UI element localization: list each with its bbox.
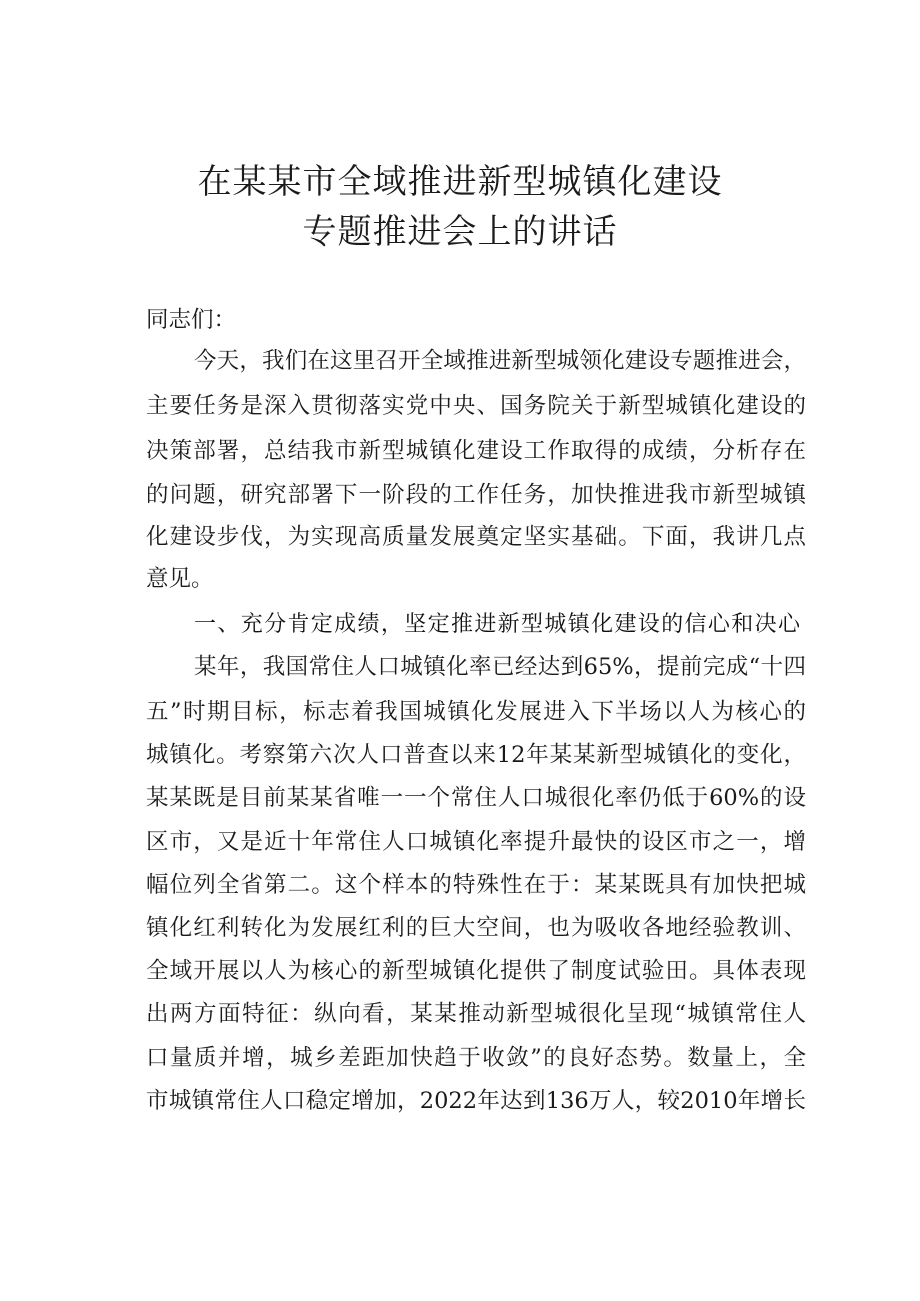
paragraph-line: 今天，我们在这里召开全域推进新型城领化建设专题推进会，	[194, 348, 806, 374]
paragraph-line: 主要任务是深入贯彻落实党中央、国务院关于新型城镇化建设的	[146, 393, 806, 419]
paragraph-line: 镇化红利转化为发展红利的巨大空间，也为吸收各地经验教训、	[146, 915, 806, 941]
paragraph-line: 决策部署，总结我市新型城镇化建设工作取得的成绩，分析存在	[146, 438, 806, 464]
document-title-line-1: 在某某市全域推进新型城镇化建设	[197, 162, 723, 202]
paragraph-line: 市城镇常住人口稳定增加，2022年达到136万人，较2010年增长	[146, 1088, 806, 1114]
paragraph-line: 城镇化。考察第六次人口普查以来12年某某新型城镇化的变化，	[146, 742, 806, 768]
paragraph-line: 化建设步伐，为实现高质量发展奠定坚实基础。下面，我讲几点	[146, 524, 806, 550]
paragraph-line: 全域开展以人为核心的新型城镇化提供了制度试验田。具体表现	[146, 958, 806, 984]
paragraph-line: 某年，我国常住人口城镇化率已经达到65%，提前完成“十四	[194, 654, 806, 680]
paragraph-line: 出两方面特征：纵向看，某某推动新型城很化呈现“城镇常住人	[146, 1001, 806, 1027]
paragraph-line: 五”时期目标，标志着我国城镇化发展进入下半场以人为核心的	[146, 699, 806, 725]
salutation: 同志们：	[146, 307, 237, 333]
paragraph-line: 区市，又是近十年常住人口城镇化率提升最快的设区市之一，增	[146, 829, 806, 855]
paragraph-line: 口量质并增，城乡差距加快趋于收敛”的良好态势。数量上，全	[146, 1045, 806, 1071]
paragraph-line: 某某既是目前某某省唯一一个常住人口城很化率仍低于60%的设	[146, 785, 806, 811]
section-heading: 一、充分肯定成绩，坚定推进新型城镇化建设的信心和决心	[194, 612, 800, 637]
document-title-line-2: 专题推进会上的讲话	[302, 212, 618, 252]
paragraph-line: 幅位列全省第二。这个样本的特殊性在于：某某既具有加快把城	[146, 872, 806, 898]
paragraph-line: 的问题，研究部署下一阶段的工作任务，加快推进我市新型城镇	[146, 482, 806, 508]
paragraph-line: 意见。	[146, 566, 214, 592]
